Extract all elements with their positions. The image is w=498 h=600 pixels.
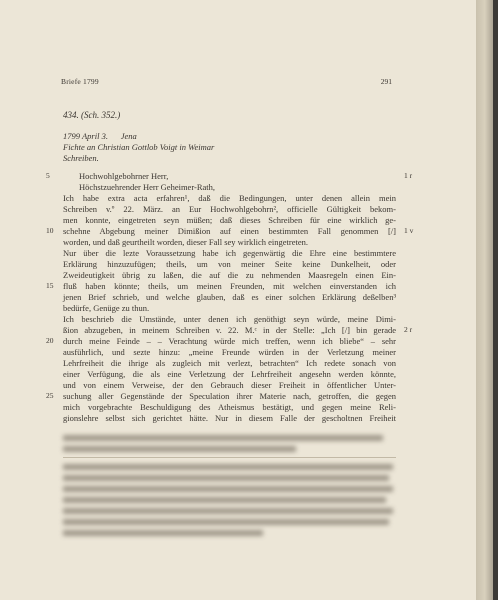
body-line: ßion abzugeben, in meinem Schreiben v. 22. M.ᶜ in der Stelle: „Ich [/] bin gerade <box>63 325 396 335</box>
page-number: 291 <box>380 77 392 86</box>
line-number: 25 <box>46 391 54 400</box>
body-line: suchung aller Gegenstände der Speculation ihrer Materie nach, getroffen, die gegen <box>63 391 396 401</box>
body-line: Ich habe extra acta erfahren¹, daß die Bedingungen, unter denen allein mein <box>63 193 396 203</box>
body-line: Zweideutigkeit übrig zu laßen, die auf die zu nehmenden Maasregeln einen Ein- <box>63 270 396 280</box>
margin-note: 2 r <box>404 325 413 334</box>
body-line: Lehrfreiheit die ihrige als zugleich mit verlezt, betrachten“ Ich redete sonach von <box>63 358 396 368</box>
body-line: Schreiben v.º 22. März. an Eur Hochwohlgebohrn², officielle Gültigkeit bekom- <box>63 204 396 214</box>
body-line: Erklärung hinzuzufügen; theils, um von meiner Seite keine Dunkelheit, oder <box>63 259 396 269</box>
body-line: mich vorgebrachte Beschuldigung des Atheismus bestätigt, und gegen meine Reli- <box>63 402 396 412</box>
line-number: 20 <box>46 336 54 345</box>
binding-shadow <box>493 0 498 600</box>
body-line: durch meine Feinde – – Verachtung würde mich treffen, wenn ich bliebe“ – sehr <box>63 336 396 346</box>
body-line: schehne Abgebung meiner Dimißion auf einen bestimmten Fall genommen [/] <box>63 226 396 236</box>
footnote-divider <box>63 457 396 458</box>
blurred-footnotes-bottom <box>63 464 396 541</box>
entry-number: 434. (Sch. 352.) <box>63 110 121 120</box>
line-number: 10 <box>46 226 54 235</box>
body-line: Nur über die lezte Voraussetzung habe ich gegenwärtig die Ehre eine bestimmtere <box>63 248 396 258</box>
margin-note: 1 v <box>404 226 414 235</box>
entry-doc-type: Schreiben. <box>63 153 99 163</box>
body-line: und von einem Verweise, der den Gebrauch dieser Freiheit in öffentlicher Unter- <box>63 380 396 390</box>
body-line: ausführlich, und sezte hinzu: „meine Freunde würden in der Verletzung meiner <box>63 347 396 357</box>
body-line: men konnte, eingetreten seyn müßen; daß dieses Schreiben für eine wirklich ge- <box>63 215 396 225</box>
salutation-line-1: Hochwohlgebohrner Herr, <box>79 171 169 181</box>
body-line: fluß haben könnte; theils, um meinen Freunden, mit welchen einverstanden ich <box>63 281 396 291</box>
line-number: 15 <box>46 281 54 290</box>
blurred-footnotes-top <box>63 435 396 457</box>
entry-addressee: Fichte an Christian Gottlob Voigt in Weimar <box>63 142 215 152</box>
body-line: jenen Brief schrieb, und welche glauben, daß es einer solchen Erklärung deßelben³ <box>63 292 396 302</box>
entry-date-place: 1799 April 3. Jena <box>63 131 137 141</box>
body-line: Ich beschrieb die Umstände, unter denen ich genöthigt seyn würde, meine Dimi- <box>63 314 396 324</box>
body-line: gionslehre selbst sich gerichtet hätte. Nur in diesem Falle der gescholtnen Freiheit <box>63 413 396 423</box>
body-line: einer Verfügung, die als eine Verletzung der Lehrfreiheit angesehn werden könnte, <box>63 369 396 379</box>
running-title: Briefe 1799 <box>61 77 99 86</box>
salutation-line-2: Höchstzuehrender Herr Geheimer-Rath, <box>79 182 216 192</box>
line-number: 5 <box>46 171 50 180</box>
body-line: bedürfe, Genüge zu thun. <box>63 303 150 313</box>
margin-note: 1 r <box>404 171 413 180</box>
body-line: worden, und daß geurtheilt worden, dieser Fall sey wirklich eingetreten. <box>63 237 309 247</box>
